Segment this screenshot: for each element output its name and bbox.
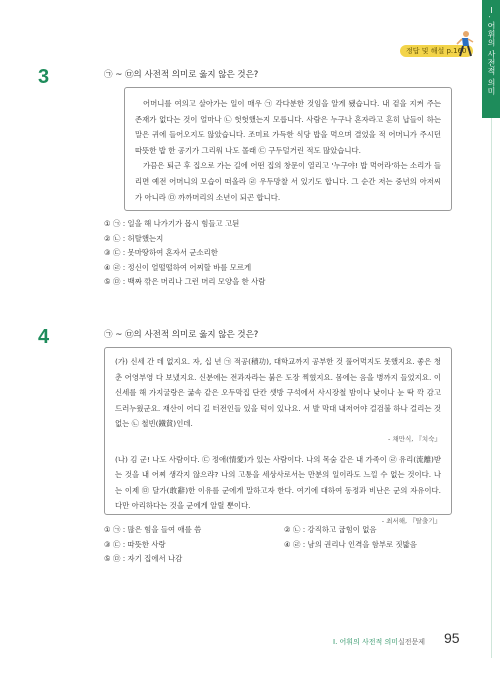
- choice-item[interactable]: ④ ㉣ : 정신이 얼떨떨하여 어찌할 바를 모르게: [104, 262, 252, 272]
- question-4-number: 4: [38, 326, 50, 348]
- passage-a-source: - 채만식, 『치숙』: [388, 434, 441, 443]
- question-4-title: ㉠ ~ ㉤의 사전적 의미로 옳지 않은 것은?: [104, 330, 259, 340]
- choice-item[interactable]: ① ㉠ : 일을 해 나가기가 몹시 힘들고 고된: [104, 219, 240, 228]
- question-3-choices: [104, 217, 265, 290]
- question-3-number: 3: [38, 66, 50, 88]
- passage-a: (가) 신세 간 데 없지요. 자, 십 년 ㉠ 적공(積功), 대학교까지 공부한 것 풀어먹지도 못했지요. 좋은 청춘 어영부영 다 보냈지요. 신분에는 전과자라는 붉은 도장 찍혔지요. 몸에는 음을 병까지 들었지요. 이 신세를 해 가지굴랑은 굶속 같은 오두막집 단칸 셋방 구석에서 사시장철 밤이나 낮이나 눈 딱 깍 감고 드러누웠군요. 재산이 어디 길 터전인들 있을 턱이 있나요. 서 발 막대 내저어야 걸검불 하나 걸리는 것 없는 ㉡ 철빈(鐵貧)인데.: [115, 357, 441, 429]
- choice-item[interactable]: ③ ㉢ : 못마땅하여 혼자서 군소리한: [104, 248, 218, 258]
- choice-item[interactable]: ① ㉠ : 많은 힘을 들여 애를 씀: [104, 525, 202, 534]
- footer-chapter-title: Ⅰ. 어휘의 사전적 의미: [333, 638, 399, 646]
- choice-item[interactable]: ⑤ ㉤ : 자기 집에서 나감: [104, 554, 183, 564]
- question-3-passage-box: [124, 87, 452, 211]
- choice-item[interactable]: ③ ㉢ : 따뜻한 사랑: [104, 539, 166, 549]
- choice-item[interactable]: ② ㉡ : 허탈했는지: [104, 233, 164, 243]
- footer-section-title: 실전문제: [398, 638, 426, 646]
- page-number: 95: [444, 630, 460, 646]
- answer-reference-badge: 정답 및 해설 p.160: [400, 45, 473, 57]
- passage-b: (나) 김 군! 나도 사람이다. ㉢ 정애(情愛)가 있는 사람이다. 나의 목숨 같은 내 가족이 ㉣ 유리(流離)받는 것을 내 어찌 생각지 않으랴? 나의 고통을 세상사로서는 만분의 일이라도 느낄 수 없는 것이다. 나는 이제 ㉤ 달가(敢辭)한 이유를 군에게 말하고자 한다. 여기에 대하여 동정과 비난은 군의 자유이다. 다만 아리하다는 것을 군에게 알릴 뿐이다.: [115, 454, 441, 511]
- choice-item[interactable]: ④ ㉣ : 남의 권리나 인격을 함부로 짓밟음: [284, 539, 417, 549]
- chapter-side-tab: [482, 0, 500, 118]
- chapter-side-tab-label: Ⅰ. 어휘의 사전적 의미: [487, 6, 496, 96]
- question-4-passage-box: [104, 347, 452, 525]
- runner-icon: [453, 30, 475, 58]
- passage-b-source: - 최서해, 『탈출기』: [381, 516, 441, 525]
- choice-item[interactable]: ⑤ ㉤ : 백짜 깎은 머리나 그런 머리 모양을 한 사람: [104, 277, 266, 287]
- choice-item[interactable]: ② ㉡ : 강직하고 굽힘이 없음: [284, 525, 377, 534]
- question-4-choices: [104, 523, 444, 567]
- question-3-title: ㉠ ~ ㉤의 사전적 의미로 옳지 않은 것은?: [104, 70, 259, 80]
- question-3-paragraph: 가끔은 퇴근 후 집으로 가는 길에 어떤 집의 창문이 열리고 '누구야! 밥 먹어라'하는 소리가 들리면 예전 어머니의 모습이 떠올라 ㉣ 우두망찰 서 있기도 합니다. 그 순간 저는 중년의 아저씨가 아니라 ㉤ 까까머리의 소년이 되곤 합니다.: [135, 161, 441, 202]
- side-rule: [491, 118, 492, 658]
- question-3-paragraph: 어머니를 여의고 살아가는 일이 매우 ㉠ 각다분한 것임을 알게 됐습니다. 내 겉을 지켜 주는 존재가 없다는 것이 얼마나 ㉡ 헛헛했는지 모릅니다. 사람은 누구나 혼자라고 흔히 납들이 하는 말은 귀에 들어오지도 않았습니다. 조미료 가득한 식당 밥을 먹으며 결었을 적 어머니가 주시던 따뜻한 밥 한 공기가 그리워 나도 몰래 ㉢ 구두덜거린 적도 많았습니다.: [135, 99, 441, 155]
